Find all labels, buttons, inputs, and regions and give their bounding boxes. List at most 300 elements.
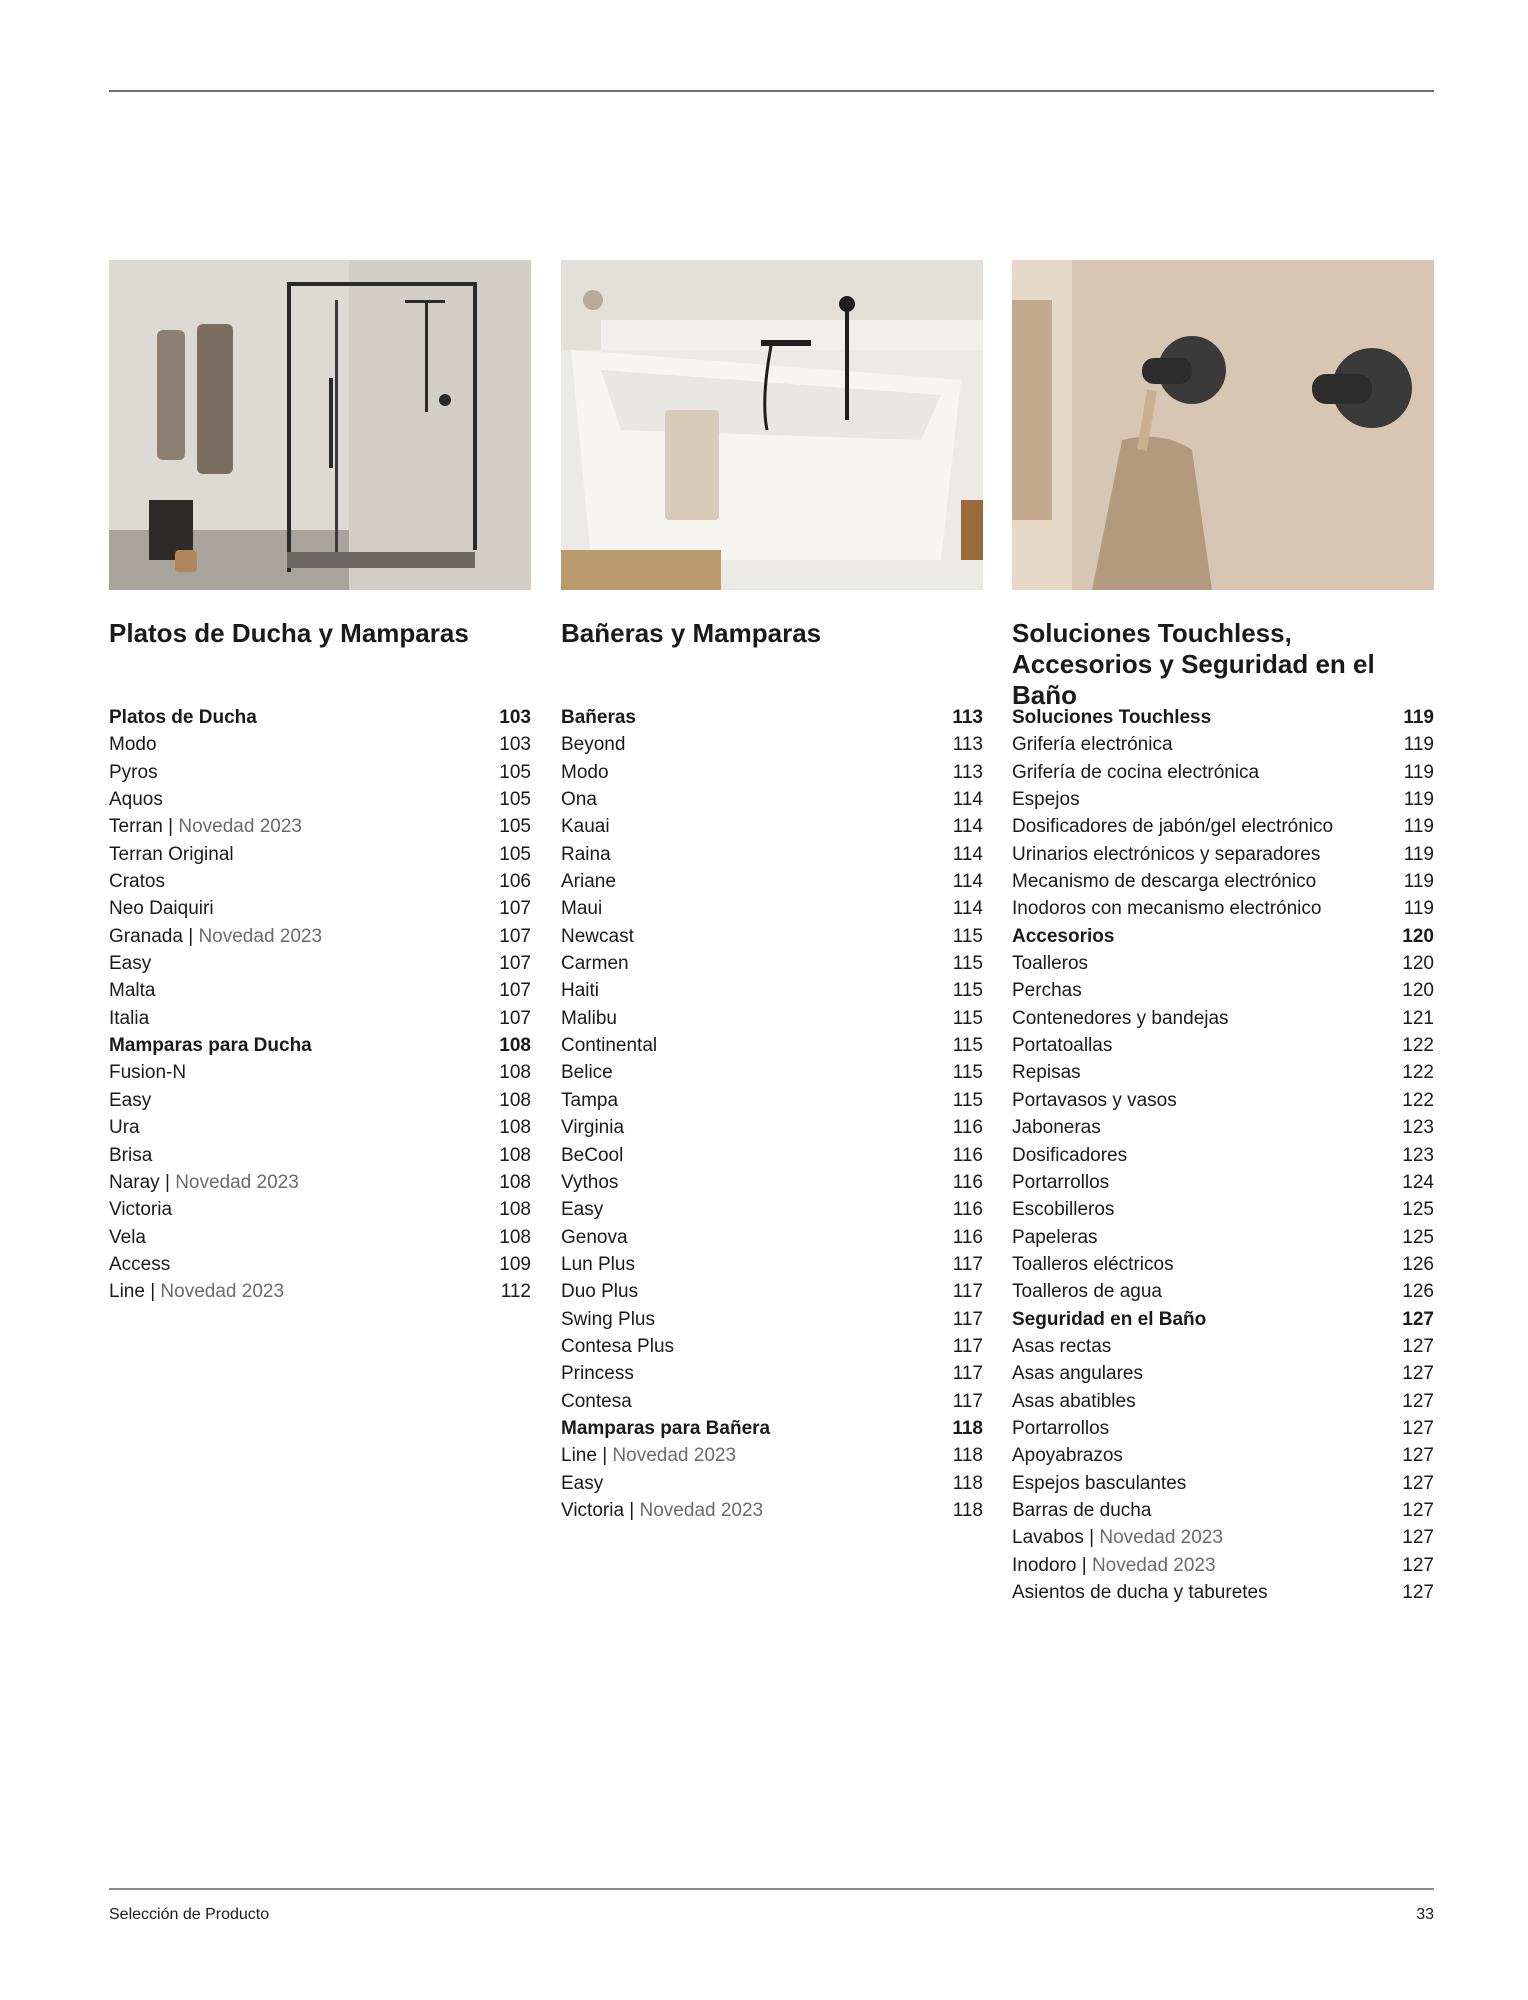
entry-name (109, 759, 158, 786)
entry-label: Inodoros con mecanismo electrónico (1012, 898, 1322, 920)
novedad-tag: Novedad 2023 (612, 1445, 737, 1467)
entry-name (561, 1224, 628, 1251)
entry-name (561, 1333, 674, 1360)
entry-page-number: 115 (952, 925, 983, 947)
entry-label: Portavasos y vasos (1012, 1089, 1177, 1111)
entry-page-number: 115 (952, 1062, 983, 1084)
entry-page-number: 117 (952, 1390, 983, 1412)
entry-label: Portatoallas (1012, 1035, 1113, 1057)
entry-name (561, 813, 610, 840)
index-row (561, 1251, 983, 1278)
entry-page-number: 108 (499, 1199, 531, 1221)
entry-page-number: 107 (499, 1007, 531, 1029)
entry-name (561, 977, 599, 1004)
index-row (561, 868, 983, 895)
entry-page-number: 105 (499, 816, 531, 838)
entry-name (1012, 1360, 1143, 1387)
entry-label: Raina (561, 843, 611, 865)
entry-name (561, 1032, 657, 1059)
entry-page-number: 108 (499, 1144, 531, 1166)
entry-page-number: 117 (952, 1335, 983, 1357)
entry-label: Espejos basculantes (1012, 1472, 1187, 1494)
index-row (109, 759, 531, 786)
entry-label: BeCool (561, 1144, 624, 1166)
entry-label: Papeleras (1012, 1226, 1098, 1248)
entry-name (561, 1251, 635, 1278)
entry-name (1012, 1169, 1109, 1196)
index-heading-row (109, 704, 531, 731)
index-row (561, 1196, 983, 1223)
index-row (1012, 1497, 1434, 1524)
index-row (1012, 1087, 1434, 1114)
entry-label: Lun Plus (561, 1253, 635, 1275)
entry-name: Lavabos | Novedad 2023 (1012, 1527, 1223, 1549)
entry-label: Princess (561, 1363, 634, 1385)
index-row (109, 950, 531, 977)
entry-name (1012, 1442, 1123, 1469)
entry-label: Asientos de ducha y taburetes (1012, 1582, 1268, 1603)
entry-name (1012, 1251, 1174, 1278)
entry-label: Line (109, 1281, 145, 1303)
entry-name (561, 1005, 617, 1032)
index-row (109, 1169, 531, 1196)
entry-label: Repisas (1012, 1062, 1081, 1084)
entry-name (1012, 786, 1080, 813)
entry-label: Malibu (561, 1007, 617, 1029)
entry-page-number: 107 (499, 953, 531, 975)
entry-page-number: 116 (952, 1117, 983, 1139)
entry-name: Inodoro | Novedad 2023 (1012, 1554, 1216, 1576)
entry-label: Asas abatibles (1012, 1390, 1136, 1412)
entry-page-number: 122 (1402, 1035, 1434, 1057)
entry-name (1012, 731, 1173, 758)
entry-page-number: 119 (1403, 871, 1434, 893)
entry-page-number: 107 (499, 898, 531, 920)
entry-name (1012, 1005, 1229, 1032)
entry-page-number: 113 (952, 761, 983, 783)
index-row (561, 1169, 983, 1196)
entry-name (1012, 895, 1321, 922)
entry-label: Italia (109, 1007, 150, 1029)
index-row (1012, 977, 1434, 1004)
entry-name (1012, 1497, 1151, 1524)
entry-name (1012, 1114, 1101, 1141)
entry-page-number: 117 (952, 1281, 983, 1303)
novedad-tag: Novedad 2023 (178, 816, 302, 838)
entry-label: Access (109, 1253, 171, 1275)
index-row (109, 977, 531, 1004)
entry-page-number: 117 (952, 1363, 983, 1385)
novedad-tag: Novedad 2023 (1091, 1554, 1216, 1576)
entry-label: Ura (109, 1117, 140, 1139)
entry-label: Victoria (109, 1199, 173, 1221)
entry-label: Modo (561, 761, 609, 783)
entry-label: Cratos (109, 871, 165, 893)
entry-name (1012, 977, 1082, 1004)
entry-label: Espejos (1012, 789, 1080, 811)
index-row (1012, 1333, 1434, 1360)
entry-page-number: 119 (1403, 843, 1434, 865)
entry-name (1012, 1032, 1112, 1059)
entry-page-number: 109 (499, 1253, 531, 1275)
entry-name: Naray | Novedad 2023 (109, 1171, 299, 1193)
section-title: Platos de Ducha y Mamparas (109, 618, 469, 648)
entry-page-number: 113 (952, 707, 983, 728)
entry-page-number: 126 (1402, 1253, 1434, 1275)
entry-label: Brisa (109, 1144, 153, 1166)
index-row (1012, 1388, 1434, 1415)
index-row (109, 841, 531, 868)
entry-name (109, 1142, 152, 1169)
index-row (1012, 786, 1434, 813)
entry-label: Tampa (561, 1089, 619, 1111)
entry-name (109, 786, 163, 813)
index-row (561, 1142, 983, 1169)
index-row (109, 813, 531, 840)
entry-page-number: 127 (1402, 1308, 1434, 1330)
entry-page-number: 127 (1402, 1554, 1434, 1576)
top-rule (109, 90, 1434, 92)
entry-label: Ariane (561, 871, 616, 893)
entry-page-number: 127 (1402, 1335, 1434, 1357)
index-row (109, 786, 531, 813)
entry-name (1012, 950, 1088, 977)
entry-page-number: 125 (1402, 1226, 1434, 1248)
entry-label: Toalleros (1012, 953, 1089, 975)
entry-label: Victoria (561, 1499, 625, 1521)
entry-label: Naray (109, 1171, 165, 1193)
index-row (109, 1114, 531, 1141)
index-row (561, 731, 983, 758)
entry-label: Haiti (561, 980, 600, 1002)
entry-name (109, 977, 155, 1004)
entry-label: Asas rectas (1012, 1335, 1112, 1357)
entry-label: Accesorios (1012, 925, 1115, 947)
entry-name (109, 841, 234, 868)
index-row (109, 1087, 531, 1114)
entry-page-number: 120 (1402, 980, 1434, 1002)
index-heading-row (1012, 704, 1434, 731)
entry-name: Victoria | Novedad 2023 (561, 1499, 764, 1521)
novedad-tag: Novedad 2023 (160, 1281, 285, 1303)
section-title: Soluciones Touchless, Accesorios y Seguridad en el Baño (1012, 618, 1375, 710)
index-heading-row (1012, 1306, 1434, 1333)
entry-label: Line (561, 1445, 597, 1467)
entry-name (109, 1196, 172, 1223)
entry-name (109, 950, 151, 977)
entry-page-number: 112 (500, 1281, 531, 1303)
index-row (109, 895, 531, 922)
index-row (109, 1224, 531, 1251)
entry-page-number: 115 (952, 1035, 983, 1057)
column-baneras (561, 260, 983, 1524)
entry-page-number: 116 (952, 1171, 983, 1193)
entry-label: Contesa (561, 1390, 632, 1412)
entry-page-number: 116 (952, 1144, 983, 1166)
entry-label: Mamparas para Bañera (561, 1417, 771, 1439)
footer-section-label: Selección de Producto (109, 1906, 270, 1923)
entry-page-number: 116 (952, 1226, 983, 1248)
entry-page-number: 118 (952, 1499, 983, 1521)
index-row (1012, 1360, 1434, 1387)
index-row (109, 923, 531, 950)
entry-page-number: 122 (1402, 1062, 1434, 1084)
entry-name (561, 868, 616, 895)
entry-name (1012, 1306, 1206, 1333)
index-row (109, 1142, 531, 1169)
entry-page-number: 121 (1402, 1007, 1434, 1029)
index-row (561, 950, 983, 977)
entry-label: Mamparas para Ducha (109, 1035, 312, 1057)
entry-label: Belice (561, 1062, 613, 1084)
entry-page-number: 116 (952, 1199, 983, 1221)
entry-label: Barras de ducha (1012, 1499, 1152, 1521)
entry-page-number: 118 (952, 1445, 983, 1467)
index-list (1012, 704, 1434, 1606)
entry-name (561, 731, 625, 758)
index-row (109, 1251, 531, 1278)
entry-name (1012, 1278, 1162, 1305)
column-touchless (1012, 260, 1434, 1606)
novedad-tag: Novedad 2023 (1099, 1527, 1223, 1549)
entry-page-number: 114 (952, 843, 983, 865)
entry-page-number: 105 (499, 761, 531, 783)
index-row (109, 1005, 531, 1032)
novedad-tag: Novedad 2023 (639, 1499, 764, 1521)
entry-label: Dosificadores (1012, 1144, 1128, 1166)
index-row (1012, 1169, 1434, 1196)
entry-page-number: 127 (1402, 1527, 1434, 1549)
index-row (561, 1114, 983, 1141)
entry-page-number: 108 (499, 1117, 531, 1139)
index-row (1012, 868, 1434, 895)
entry-label: Lavabos (1012, 1527, 1084, 1549)
entry-label: Malta (109, 980, 156, 1002)
entry-name (561, 759, 609, 786)
entry-name: Line | Novedad 2023 (109, 1281, 285, 1303)
index-row (1012, 1114, 1434, 1141)
entry-page-number: 119 (1403, 816, 1434, 838)
page-number: 33 (1416, 1906, 1434, 1923)
shower-enclosure-photo (109, 260, 531, 590)
entry-name (1012, 841, 1320, 868)
entry-label: Vela (109, 1226, 146, 1248)
entry-name (109, 1032, 312, 1059)
entry-page-number: 107 (499, 980, 531, 1002)
entry-label: Grifería de cocina electrónica (1012, 761, 1260, 783)
entry-page-number: 115 (952, 953, 983, 975)
entry-page-number: 123 (1402, 1117, 1434, 1139)
entry-page-number: 120 (1402, 925, 1434, 947)
entry-page-number: 114 (952, 871, 983, 893)
index-row (1012, 759, 1434, 786)
index-row (1012, 1579, 1434, 1606)
entry-page-number: 115 (952, 1007, 983, 1029)
entry-page-number: 127 (1402, 1472, 1434, 1494)
index-row (1012, 1251, 1434, 1278)
index-row (1012, 1524, 1434, 1551)
entry-page-number: 118 (952, 1472, 983, 1494)
entry-page-number: 127 (1402, 1582, 1434, 1603)
entry-label: Perchas (1012, 980, 1082, 1002)
entry-name (561, 950, 629, 977)
entry-label: Platos de Ducha (109, 707, 257, 728)
entry-page-number: 127 (1402, 1363, 1434, 1385)
entry-page-number: 127 (1402, 1445, 1434, 1467)
entry-page-number: 119 (1403, 761, 1434, 783)
entry-name (561, 1278, 638, 1305)
entry-page-number: 118 (952, 1417, 983, 1439)
entry-label: Easy (561, 1472, 604, 1494)
entry-label: Fusion-N (109, 1062, 187, 1084)
entry-label: Pyros (109, 761, 158, 783)
entry-label: Terran (109, 816, 163, 838)
entry-label: Beyond (561, 734, 626, 756)
entry-label: Terran Original (109, 843, 234, 865)
index-row (1012, 1142, 1434, 1169)
entry-page-number: 123 (1402, 1144, 1434, 1166)
entry-name (109, 1005, 149, 1032)
entry-label: Ona (561, 789, 597, 811)
entry-label: Contesa Plus (561, 1335, 675, 1357)
index-row (561, 786, 983, 813)
entry-name (561, 1196, 603, 1223)
entry-page-number: 127 (1402, 1417, 1434, 1439)
novedad-tag: Novedad 2023 (175, 1171, 299, 1193)
index-heading-row (561, 1415, 983, 1442)
index-row (1012, 731, 1434, 758)
entry-name (109, 1251, 170, 1278)
entry-name (561, 923, 634, 950)
section-title: Bañeras y Mamparas (561, 618, 822, 648)
entry-label: Portarrollos (1012, 1171, 1110, 1193)
entry-name (109, 1224, 146, 1251)
entry-page-number: 114 (952, 816, 983, 838)
index-row (561, 1224, 983, 1251)
entry-name (1012, 1579, 1268, 1606)
entry-name (1012, 1142, 1127, 1169)
index-row (561, 1005, 983, 1032)
entry-label: Toalleros eléctricos (1012, 1253, 1174, 1275)
entry-label: Carmen (561, 953, 629, 975)
entry-name (561, 1415, 770, 1442)
entry-name (561, 1142, 623, 1169)
entry-label: Inodoro (1012, 1554, 1077, 1576)
entry-label: Modo (109, 734, 157, 756)
entry-name (1012, 1415, 1109, 1442)
index-list (561, 704, 983, 1524)
entry-name (109, 704, 257, 731)
entry-page-number: 114 (952, 898, 983, 920)
index-row (1012, 1032, 1434, 1059)
entry-label: Swing Plus (561, 1308, 655, 1330)
entry-name (109, 1114, 140, 1141)
entry-name (561, 1360, 634, 1387)
entry-label: Easy (561, 1199, 604, 1221)
entry-page-number: 127 (1402, 1499, 1434, 1521)
entry-label: Genova (561, 1226, 628, 1248)
entry-label: Granada (109, 925, 183, 947)
entry-label: Kauai (561, 816, 610, 838)
entry-page-number: 114 (952, 789, 983, 811)
index-row (561, 1333, 983, 1360)
entry-page-number: 108 (499, 1226, 531, 1248)
index-row (1012, 1196, 1434, 1223)
index-row (561, 1278, 983, 1305)
entry-name (561, 704, 636, 731)
entry-label: Jaboneras (1012, 1117, 1101, 1139)
entry-name (561, 786, 597, 813)
index-row (561, 841, 983, 868)
index-row (109, 1059, 531, 1086)
entry-label: Maui (561, 898, 603, 920)
index-row (561, 977, 983, 1004)
entry-page-number: 127 (1402, 1390, 1434, 1412)
bottom-rule (109, 1888, 1434, 1890)
index-heading-row (561, 704, 983, 731)
entry-name (109, 731, 157, 758)
index-row (561, 1032, 983, 1059)
entry-label: Easy (109, 953, 152, 975)
index-row (1012, 813, 1434, 840)
index-row (1012, 1470, 1434, 1497)
entry-name (109, 1059, 186, 1086)
entry-label: Dosificadores de jabón/gel electrónico (1012, 816, 1334, 838)
entry-label: Neo Daiquiri (109, 898, 214, 920)
column-platos-ducha (109, 260, 531, 1306)
index-row (1012, 841, 1434, 868)
entry-page-number: 117 (952, 1253, 983, 1275)
entry-name (561, 1470, 603, 1497)
index-row (561, 759, 983, 786)
index-row (561, 1087, 983, 1114)
entry-page-number: 108 (499, 1171, 531, 1193)
index-row (109, 868, 531, 895)
index-list (109, 704, 531, 1306)
entry-page-number: 126 (1402, 1281, 1434, 1303)
entry-name: Terran | Novedad 2023 (109, 816, 302, 838)
index-row (561, 1306, 983, 1333)
entry-name (1012, 923, 1114, 950)
index-row (109, 1278, 531, 1305)
index-row (1012, 1059, 1434, 1086)
bathtub-photo (561, 260, 983, 590)
entry-name (561, 895, 602, 922)
index-row (561, 923, 983, 950)
entry-page-number: 113 (952, 734, 983, 756)
entry-label: Portarrollos (1012, 1417, 1110, 1439)
entry-page-number: 119 (1403, 898, 1434, 920)
index-row (1012, 1415, 1434, 1442)
entry-label: Soluciones Touchless (1012, 707, 1212, 728)
entry-page-number: 103 (499, 707, 531, 728)
entry-page-number: 125 (1402, 1199, 1434, 1221)
entry-page-number: 122 (1402, 1089, 1434, 1111)
entry-name (561, 1114, 624, 1141)
entry-name (109, 868, 165, 895)
index-row (1012, 1005, 1434, 1032)
entry-page-number: 108 (499, 1062, 531, 1084)
entry-name (1012, 1087, 1177, 1114)
index-row (109, 731, 531, 758)
entry-label: Apoyabrazos (1012, 1445, 1123, 1467)
index-row (561, 1470, 983, 1497)
towel-hooks-photo (1012, 260, 1434, 590)
entry-label: Urinarios electrónicos y separadores (1012, 843, 1321, 865)
entry-name (109, 1087, 151, 1114)
entry-name (1012, 1196, 1114, 1223)
entry-page-number: 107 (499, 925, 531, 947)
